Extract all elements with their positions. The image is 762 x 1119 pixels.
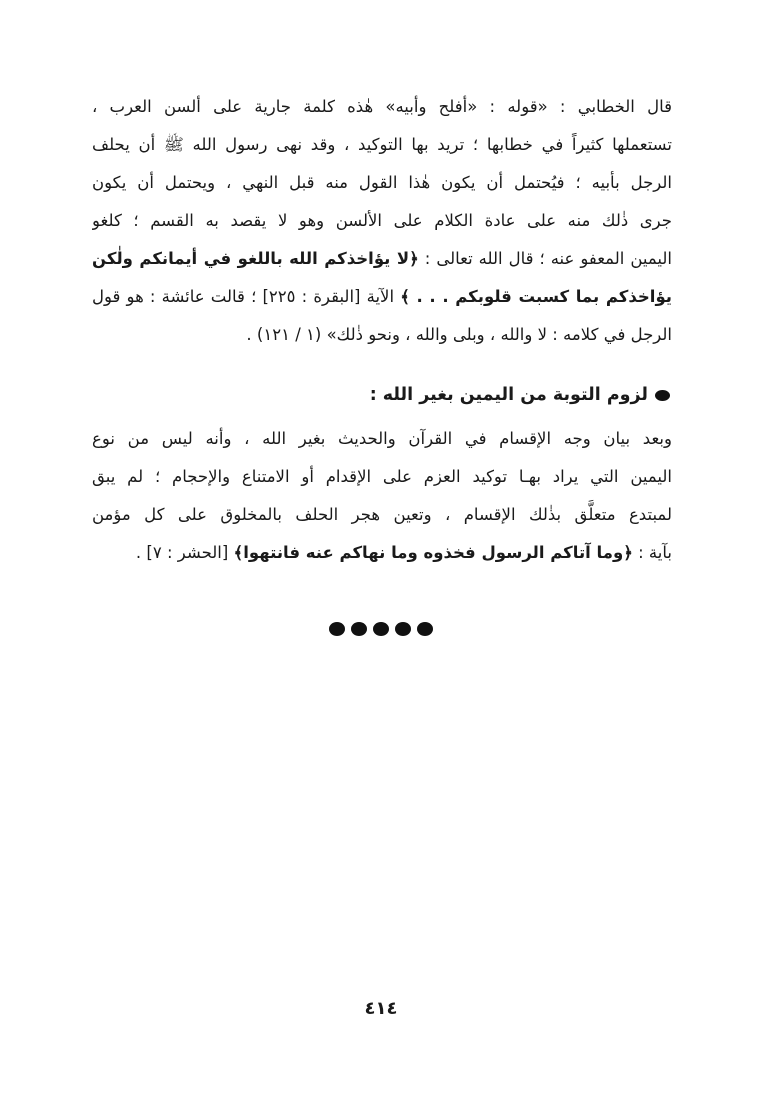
quran-verse: ﴿لا يؤاخذكم الله باللغو في أيمانكم ولٰكن (92, 249, 419, 268)
quran-verse: ﴿وما آتاكم الرسول فخذوه وما نهاكم عنه فانتهوا﴾ (233, 543, 633, 562)
section-heading-text: لزوم التوبة من اليمين بغير الله : (369, 385, 648, 405)
text-line: الرجل في كلامه : لا والله ، وبلى والله ، ونحو ذٰلك» (١ / ١٢١) . (246, 325, 672, 344)
quran-verse: يؤاخذكم بما كسبت قلوبكم . . . ﴾ (400, 287, 672, 306)
section-separator (0, 622, 762, 636)
text-line: الرجل بأبيه ؛ فيُحتمل أن يكون هٰذا القول منه قبل النهي ، ويحتمل أن يكون (92, 173, 672, 192)
text-segment: [الحشر : ٧] . (135, 543, 229, 562)
text-line: لمبتدع متعلَّق بذٰلك الإقسام ، وتعين هجر الحلف بالمخلوق على كل مؤمن (92, 505, 672, 524)
section-heading (90, 378, 670, 412)
text-line: تستعملها كثيراً في خطابها ؛ تريد بها التوكيد ، وقد نهى رسول الله ﷺ أن يحلف (92, 135, 672, 154)
text-line (92, 534, 672, 572)
text-segment: اليمين المعفو عنه ؛ قال الله تعالى : (424, 249, 672, 268)
bullet-icon (655, 390, 670, 401)
paragraph-khattabi-quote (92, 88, 672, 354)
text-line: قال الخطابي : «قوله : «أفلح وأبيه» هٰذه كلمة جارية على ألسن العرب ، (92, 97, 672, 116)
separator-dot-icon (351, 622, 367, 636)
text-line: وبعد بيان وجه الإقسام في القرآن والحديث بغير الله ، وأنه ليس من نوع (92, 429, 672, 448)
separator-dot-icon (373, 622, 389, 636)
page-number: ٤١٤ (364, 998, 398, 1019)
separator-dot-icon (417, 622, 433, 636)
paragraph-repentance (92, 420, 672, 572)
separator-dot-icon (395, 622, 411, 636)
text-line: جرى ذٰلك منه على عادة الكلام على الألسن وهو لا يقصد به القسم ؛ كلغو (92, 211, 672, 230)
text-line: اليمين التي يراد بهـا توكيد العزم على الإقدام أو الامتناع والإحجام ؛ لم يبق (92, 467, 672, 486)
text-line (92, 278, 672, 316)
text-segment: بآية : (638, 543, 672, 562)
text-segment: الآية [البقرة : ٢٢٥] ؛ قالت عائشة : هو قول (92, 287, 395, 306)
separator-dot-icon (329, 622, 345, 636)
text-line (92, 240, 672, 278)
